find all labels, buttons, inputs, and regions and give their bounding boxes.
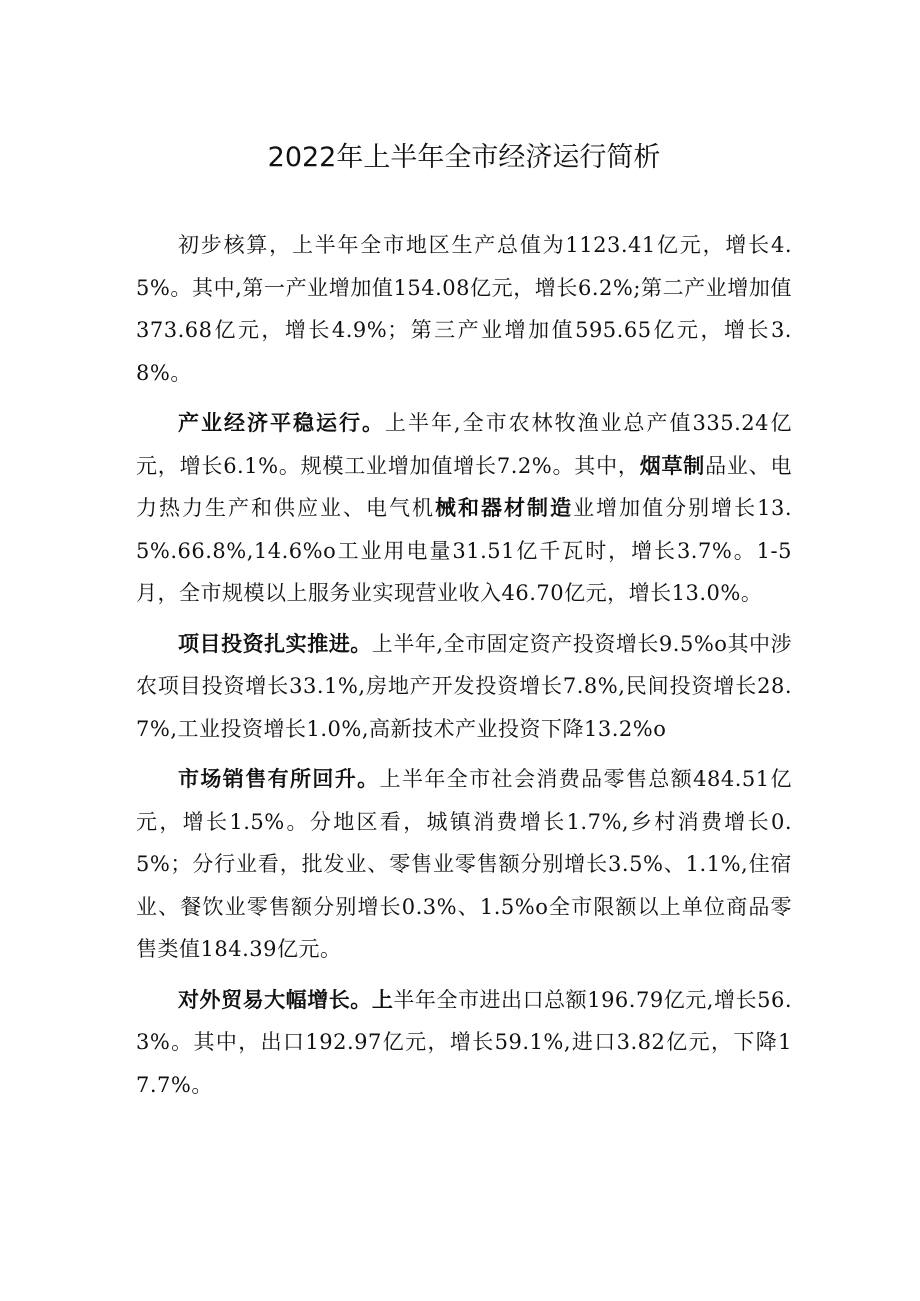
paragraph-project-investment: [136, 623, 792, 751]
paragraph-text: 半年全市进出口总额196.79亿元,增长56.3%。其中，出口192.97亿元，增长59.1%,进口3.82亿元，下降17.7%。: [136, 987, 792, 1097]
paragraph-heading: 对外贸易大幅增长。上: [178, 987, 394, 1012]
paragraph-heading: 项目投资扎实推进。: [178, 631, 372, 656]
bold-text-tobacco: 烟草制: [639, 453, 706, 478]
paragraph-heading: 产业经济平稳运行。: [178, 411, 385, 435]
paragraph-text: 品业、电力热力生产和供应业、电气机: [136, 453, 793, 520]
paragraph-foreign-trade: [136, 979, 792, 1107]
paragraph-text: 初步核算，上半年全市地区生产总值为1123.41亿元，增长4.5%。其中,第一产业增加值154.08亿元，增长6.2%;第二产业增加值373.68亿元，增长4.9%；第三产业增加值595.65亿元，增长3.8%。: [136, 233, 792, 385]
paragraph-text: 业增加值分别增长13.5%.66.8%,14.6%o工业用电量31.51亿千瓦时，增长3.7%。1-5月，全市规模以上服务业实现营业收入46.70亿元，增长13.0%。: [136, 496, 793, 605]
bold-text-machinery: 械和器材制造: [435, 496, 574, 520]
document-body: [136, 224, 792, 1106]
paragraph-heading: 市场销售有所回升。: [178, 767, 380, 791]
paragraph-industrial-economy: [136, 402, 792, 615]
paragraph-text: 上半年,全市农林牧渔业总产值335.24亿元，增长6.1%。规模工业增加值增长7.2%。其中，: [136, 411, 793, 478]
paragraph-gdp-summary: [136, 224, 792, 394]
paragraph-market-sales: [136, 758, 792, 971]
paragraph-text: 上半年,全市固定资产投资增长9.5%o其中涉农项目投资增长33.1%,房地产开发投资增长7.8%,民间投资增长28.7%,工业投资增长1.0%,高新技术产业投资下降13.2%o: [136, 631, 793, 741]
document-title: 2022年上半年全市经济运行简析: [267, 142, 661, 173]
paragraph-text: 上半年全市社会消费品零售总额484.51亿元，增长1.5%。分地区看，城镇消费增长1.7%,乡村消费增长0.5%；分行业看，批发业、零售业零售额分别增长3.5%、1.1%,住宿业、餐饮业零售额分别增长0.3%、1.5%o全市限额以上单位商品零售类值184.39亿元。: [136, 767, 793, 961]
